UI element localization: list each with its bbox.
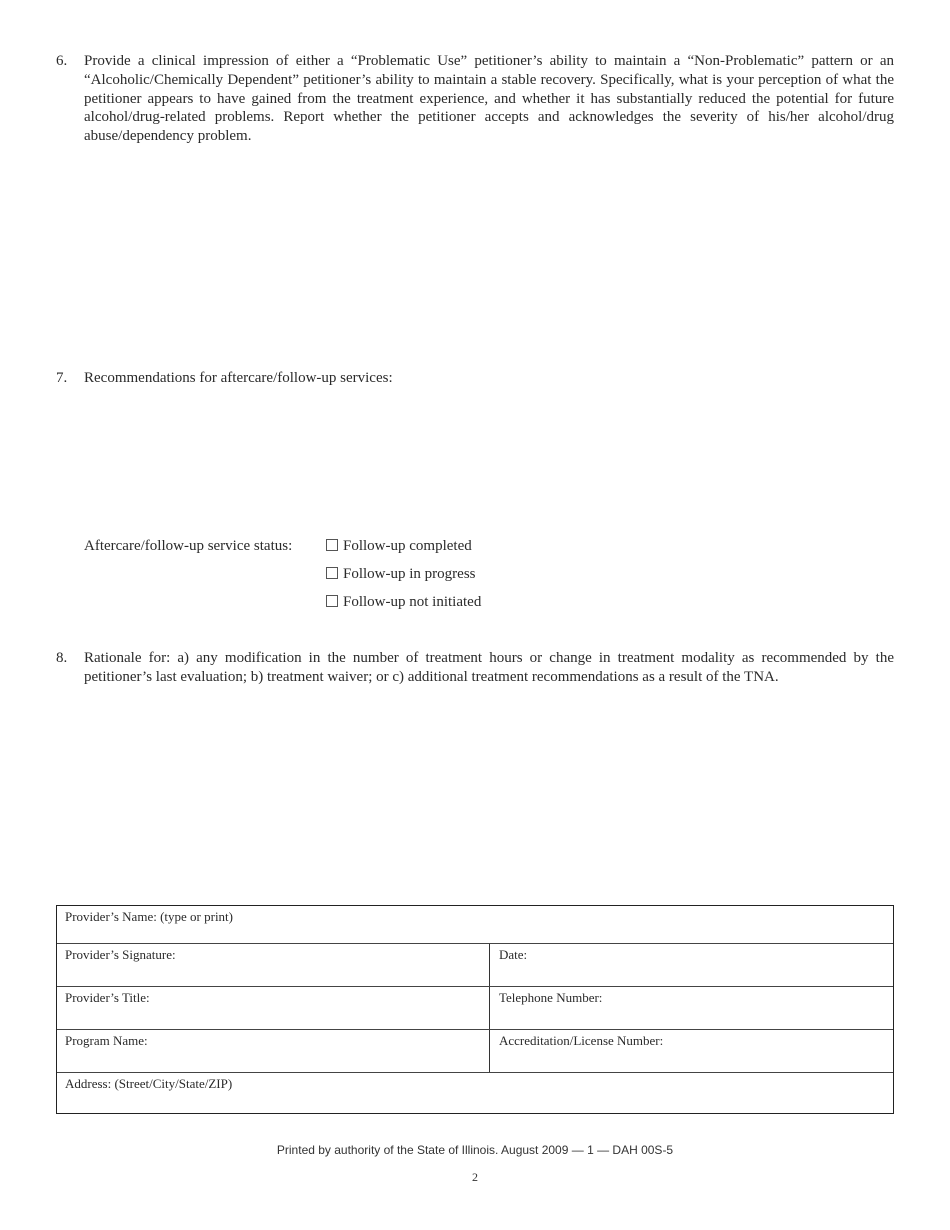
option-follow-up-not-initiated[interactable] [326,593,481,612]
option-label: Follow-up completed [343,538,472,554]
address-field[interactable] [57,1073,893,1113]
address-label: Address: (Street/City/State/ZIP) [65,1076,233,1091]
provider-form [56,905,894,1114]
provider-name-label: Provider’s Name: (type or print) [65,909,233,924]
license-number-field[interactable] [491,1030,893,1072]
question-text: Provide a clinical impression of either a “Problematic Use” petitioner’s ability to maintain a “Non-Problematic” pattern or an “Alcoholic/Chemically Dependent” petitioner’s ability to maintain a stable recovery. Specifically, what is your perception of what the petitioner appears to have gained from the treatment experience, and whether it has substantially reduced the potential for future alcohol/drug-related problems. Report whether the petitioner accepts and acknowledges the severity of his/her alcohol/drug abuse/dependency problem. [84,53,894,145]
question-text: Recommendations for aftercare/follow-up services: [84,370,393,386]
checkbox-icon[interactable] [326,595,338,607]
checkbox-icon[interactable] [326,567,338,579]
printed-by-footer: Printed by authority of the State of Illinois. August 2009 — 1 — DAH 00S-5 [276,1143,674,1157]
question-6 [56,52,894,146]
address-row [57,1073,893,1113]
title-row [57,987,893,1030]
program-name-field[interactable] [57,1030,490,1072]
option-label: Follow-up not initiated [343,594,482,610]
signature-row [57,944,893,987]
option-label: Follow-up in progress [343,566,476,582]
provider-signature-label: Provider’s Signature: [65,947,176,962]
date-label: Date: [499,947,528,962]
question-7 [56,369,894,388]
provider-signature-field[interactable] [57,944,490,986]
program-name-label: Program Name: [65,1033,148,1048]
checkbox-icon[interactable] [326,539,338,551]
question-text: Rationale for: a) any modification in the number of treatment hours or change in treatment modality as recommended by the petitioner’s last evaluation; b) treatment waiver; or c) additional treatment recommendations as a result of the TNA. [84,650,894,685]
option-follow-up-completed[interactable] [326,537,472,556]
program-row [57,1030,893,1073]
provider-title-field[interactable] [57,987,490,1029]
option-follow-up-in-progress[interactable] [326,565,476,584]
question-number: 8. [56,650,68,666]
question-8 [56,649,894,687]
question-number: 6. [56,53,68,69]
provider-name-row [57,906,893,944]
provider-title-label: Provider’s Title: [65,990,150,1005]
page-number: 2 [472,1170,478,1184]
date-field[interactable] [491,944,893,986]
license-number-label: Accreditation/License Number: [499,1033,664,1048]
telephone-field[interactable] [491,987,893,1029]
telephone-label: Telephone Number: [499,990,603,1005]
provider-name-field[interactable] [57,906,893,943]
aftercare-status-label: Aftercare/follow-up service status: [84,538,293,554]
question-number: 7. [56,370,68,386]
